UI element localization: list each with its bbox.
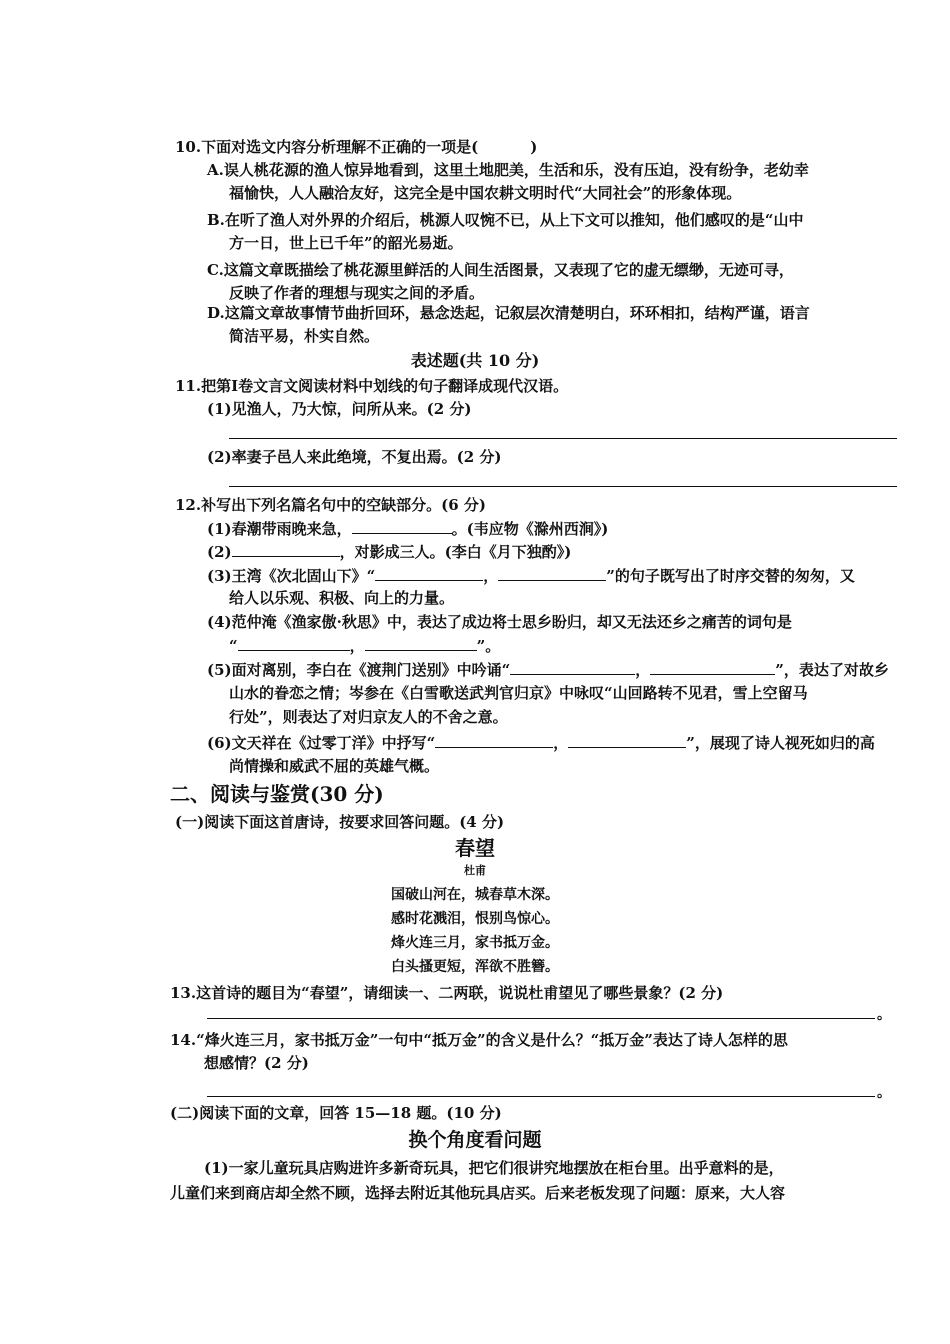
- fill-blank[interactable]: [232, 540, 340, 557]
- q10-option-a-cont: 福愉快，人人融洽友好，这完全是中国农耕文明时代“大同社会”的形象体现。: [229, 184, 742, 202]
- q14-stem: 14.“烽火连三月，家书抵万金”一句中“抵万金”的含义是什么？“抵万金”表达了诗人怎样的思: [170, 1031, 788, 1049]
- q12-item-6-cont: 尚情操和威武不屈的英雄气概。: [229, 757, 440, 775]
- q11-sentence-1: (1)见渔人，乃大惊，问所从来。(2 分): [207, 400, 472, 418]
- part2-intro: (二)阅读下面的文章，回答 15—18 题。(10 分): [170, 1104, 502, 1122]
- q13-period: 。: [877, 1007, 891, 1023]
- q10-option-a: A.误人桃花源的渔人惊异地看到，这里土地肥美，生活和乐，没有压迫，没有纷争，老幼幸: [207, 161, 809, 179]
- q12-item-5: (5)面对离别，李白在《渡荆门送别》中吟诵“ ， ”，表达了对故乡: [207, 658, 889, 681]
- part1-intro: (一)阅读下面这首唐诗，按要求回答问题。(4 分): [175, 813, 505, 831]
- q11-answer-line-1: [229, 438, 897, 439]
- q12-item-4-cont: “ ， ”。: [229, 634, 500, 657]
- section-heading-express: 表述题(共 10 分): [410, 351, 540, 370]
- q13-answer-line: [207, 1018, 875, 1019]
- q13-stem: 13.这首诗的题目为“春望”，请细读一、二两联，说说杜甫望见了哪些景象？(2 分): [170, 984, 724, 1002]
- q12-item-4: (4)范仲淹《渔家傲·秋思》中，表达了成边将士思乡盼归，却又无法还乡之痛苦的词句是: [207, 613, 792, 631]
- poem-title: 春望: [455, 836, 495, 860]
- q10-option-b: B.在听了渔人对外界的介绍后，桃源人叹惋不已，从上下文可以推知，他们感叹的是“山中: [207, 211, 804, 229]
- fill-blank[interactable]: [435, 731, 553, 748]
- q10-option-d: D.这篇文章故事情节曲折回环，悬念迭起，记叙层次清楚明白，环环相扣，结构严谨，语言: [207, 304, 810, 322]
- poem-line-2: 感时花溅泪，恨别鸟惊心。: [391, 911, 559, 927]
- section-2-heading: 二、阅读与鉴赏(30 分): [170, 782, 384, 806]
- q10-option-c: C.这篇文章既描绘了桃花源里鲜活的人间生活图景，又表现了它的虚无缥缈，无迹可寻，: [207, 261, 794, 279]
- q12-item-3-cont: 给人以乐观、积极、向上的力量。: [229, 589, 455, 607]
- q14-stem-cont: 想感情？(2 分): [204, 1054, 309, 1072]
- poem-line-4: 白头搔更短，浑欲不胜簪。: [391, 959, 559, 975]
- q14-answer-line: [207, 1096, 875, 1097]
- q12-item-1: (1)春潮带雨晚来急， 。(韦应物《滁州西涧》): [207, 517, 608, 540]
- fill-blank[interactable]: [238, 634, 350, 651]
- fill-blank[interactable]: [352, 517, 452, 534]
- article-title: 换个角度看问题: [408, 1129, 542, 1151]
- fill-blank[interactable]: [365, 634, 477, 651]
- q12-item-5-cont2: 行处”，则表达了对归京友人的不舍之意。: [229, 708, 508, 726]
- q10-stem: 10.下面对选文内容分析理解不正确的一项是( ): [175, 138, 538, 156]
- q11-sentence-2: (2)率妻子邑人来此绝境，不复出焉。(2 分): [207, 448, 502, 466]
- fill-blank[interactable]: [650, 658, 775, 675]
- q14-period: 。: [877, 1085, 891, 1101]
- q11-stem: 11.把第Ⅰ卷文言文阅读材料中划线的句子翻译成现代汉语。: [175, 377, 569, 395]
- fill-blank[interactable]: [568, 731, 686, 748]
- article-paragraph-1-cont: 儿童们来到商店却全然不顾，选择去附近其他玩具店买。后来老板发现了问题：原来，大人容: [170, 1184, 786, 1202]
- fill-blank[interactable]: [498, 564, 606, 581]
- q12-item-5-cont: 山水的眷恋之情；岑参在《白雪歌送武判官归京》中咏叹“山回路转不见君，雪上空留马: [229, 684, 808, 702]
- q11-answer-line-2: [229, 486, 897, 487]
- poem-line-3: 烽火连三月，家书抵万金。: [391, 935, 559, 951]
- q12-item-3: (3)王湾《次北固山下》“ ， ”的句子既写出了时序交替的匆匆，又: [207, 564, 855, 587]
- q10-option-b-cont: 方一日，世上已千年”的韶光易逝。: [229, 234, 463, 252]
- poem-line-1: 国破山河在，城春草木深。: [391, 887, 559, 903]
- poem-author: 杜甫: [464, 864, 486, 877]
- q10-option-c-cont: 反映了作者的理想与现实之间的矛盾。: [229, 284, 485, 302]
- q12-item-2: (2) ，对影成三人。(李白《月下独酌》): [207, 540, 571, 563]
- q12-stem: 12.补写出下列名篇名句中的空缺部分。(6 分): [175, 496, 486, 514]
- fill-blank[interactable]: [375, 564, 483, 581]
- article-paragraph-1: (1)一家儿童玩具店购进许多新奇玩具，把它们很讲究地摆放在柜台里。出乎意料的是，: [204, 1159, 784, 1177]
- q10-option-d-cont: 简洁平易，朴实自然。: [229, 327, 380, 345]
- fill-blank[interactable]: [510, 658, 635, 675]
- q12-item-6: (6)文天祥在《过零丁洋》中抒写“ ， ”，展现了诗人视死如归的高: [207, 731, 875, 754]
